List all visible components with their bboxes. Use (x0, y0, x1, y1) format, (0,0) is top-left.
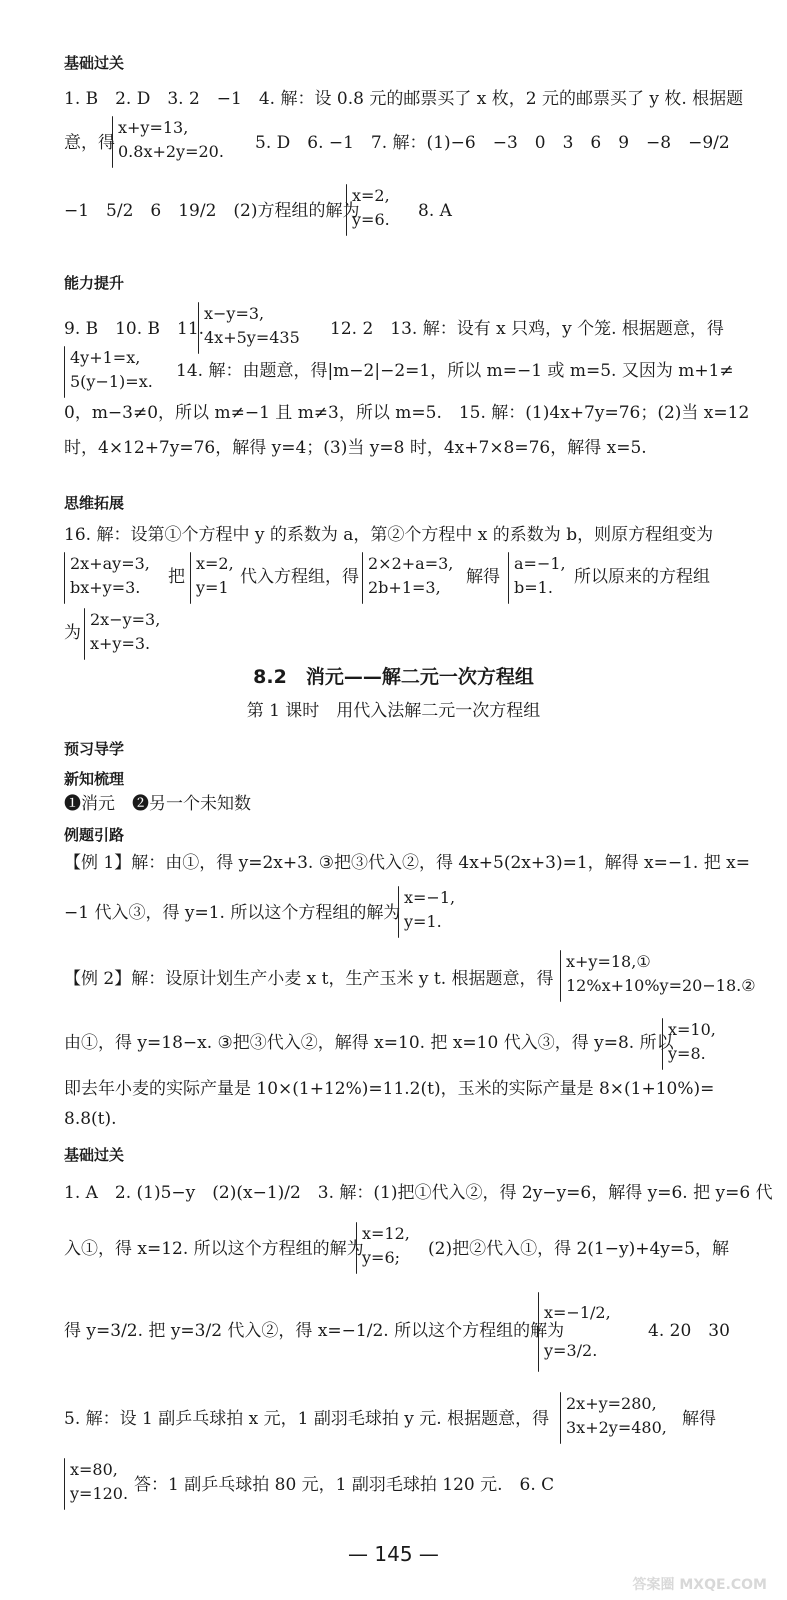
equation-system: 2x−y=3, x+y=3. (90, 610, 161, 653)
equation-system: x+y=13, 0.8x+2y=20. (118, 118, 224, 161)
answer-line: 意，得 (64, 133, 115, 153)
answer-line: 1. B 2. D 3. 2 −1 4. 解：设 0.8 元的邮票买了 x 枚，2 元的邮票买了 y 枚. 根据题 (64, 89, 744, 109)
answer-line: (2)把②代入①，得 2(1−y)+4y=5，解 (428, 1239, 729, 1259)
equation-system: 2x+ay=3, bx+y=3. (70, 554, 150, 597)
section-heading-basic-2: 基础过关 (64, 1146, 125, 1164)
brace (112, 116, 113, 168)
page-number: — 145 — (348, 1542, 439, 1566)
answer-line: 入①，得 x=12. 所以这个方程组的解为 (64, 1239, 364, 1259)
brace (560, 1392, 561, 1444)
answer-line: −1 5/2 6 19/2 (2)方程组的解为 (64, 201, 360, 221)
equation-system: x=80, y=120. (70, 1460, 129, 1503)
section-heading-ability: 能力提升 (64, 274, 125, 292)
answer-line: ❶消元 ❷另一个未知数 (64, 794, 251, 814)
brace (198, 302, 199, 354)
brace (362, 552, 363, 604)
brace (190, 552, 191, 604)
equation-system: 4y+1=x, 5(y−1)=x. (70, 348, 153, 391)
answer-line: 0，m−3≠0，所以 m≠−1 且 m≠3，所以 m=5. 15. 解：(1)4x+7y=76；(2)当 x=12 (64, 403, 750, 423)
equation-system: x=12, y=6; (362, 1224, 410, 1267)
answer-line: 12. 2 13. 解：设有 x 只鸡，y 个笼. 根据题意，得 (330, 319, 724, 339)
section-heading-new-knowledge: 新知梳理 (64, 770, 125, 788)
equation-system: x=10, y=8. (668, 1020, 716, 1063)
answer-line: 得 y=3/2. 把 y=3/2 代入②，得 x=−1/2. 所以这个方程组的解为 (64, 1321, 565, 1341)
answer-line: 1. A 2. (1)5−y (2)(x−1)/2 3. 解：(1)把①代入②，得 2y−y=6，解得 y=6. 把 y=6 代 (64, 1183, 773, 1203)
section-heading-basic: 基础过关 (64, 54, 125, 72)
answer-line: 5. 解：设 1 副乒乓球拍 x 元，1 副羽毛球拍 y 元. 根据题意，得 (64, 1409, 550, 1429)
brace (356, 1222, 357, 1274)
section-heading-preview: 预习导学 (64, 740, 125, 758)
brace (662, 1018, 663, 1070)
answer-line: 4. 20 30 (648, 1321, 730, 1341)
answer-line: 5. D 6. −1 7. 解：(1)−6 −3 0 3 6 9 −8 −9/2 (255, 133, 730, 153)
answer-line: 为 (64, 623, 81, 643)
equation-system: x+y=18,① 12%x+10%y=20−18.② (566, 952, 756, 995)
equation-system: 2x+y=280, 3x+2y=480, (566, 1394, 667, 1437)
equation-system: x=2, y=1 (196, 554, 234, 597)
answer-line: 解得 (466, 567, 500, 587)
watermark: 答案圈 MXQE.COM (632, 1577, 767, 1593)
equation-system: x=−1/2, y=3/2. (544, 1303, 611, 1360)
answer-line: 9. B 10. B 11. (64, 319, 205, 339)
brace (64, 552, 65, 604)
brace (398, 886, 399, 938)
lesson-subtitle: 第 1 课时 用代入法解二元一次方程组 (246, 701, 541, 721)
answer-line: 答：1 副乒乓球拍 80 元，1 副羽毛球拍 120 元. 6. C (134, 1475, 555, 1495)
answer-line: 8.8(t). (64, 1109, 117, 1129)
answer-line: 【例 1】解：由①，得 y=2x+3. ③把③代入②，得 4x+5(2x+3)=1，解得 x=−1. 把 x= (64, 853, 750, 873)
answer-line: 8. A (418, 201, 452, 221)
equation-system: a=−1, b=1. (514, 554, 566, 597)
section-heading-thinking: 思维拓展 (64, 494, 125, 512)
answer-line: 把 (168, 567, 185, 587)
brace (346, 184, 347, 236)
answer-line: 由①，得 y=18−x. ③把③代入②，解得 x=10. 把 x=10 代入③，得 y=8. 所以 (64, 1033, 674, 1053)
brace (560, 950, 561, 1002)
answer-line: 16. 解：设第①个方程中 y 的系数为 a，第②个方程中 x 的系数为 b，则原方程组变为 (64, 525, 714, 545)
brace (84, 608, 85, 660)
section-title: 8.2 消元——解二元一次方程组 (253, 666, 534, 688)
brace (64, 346, 65, 398)
equation-system: x=2, y=6. (352, 186, 390, 229)
answer-line: 即去年小麦的实际产量是 10×(1+12%)=11.2(t)，玉米的实际产量是 8×(1+10%)= (64, 1079, 715, 1099)
equation-system: x=−1, y=1. (404, 888, 456, 931)
section-heading-examples: 例题引路 (64, 826, 125, 844)
equation-system: 2×2+a=3, 2b+1=3, (368, 554, 454, 597)
answer-line: 所以原来的方程组 (574, 567, 710, 587)
brace (508, 552, 509, 604)
brace (538, 1292, 539, 1372)
brace (64, 1458, 65, 1510)
answer-line: 时，4×12+7y=76，解得 y=4；(3)当 y=8 时，4x+7×8=76，解得 x=5. (64, 438, 647, 458)
answer-line: 解得 (682, 1409, 716, 1429)
answer-line: 14. 解：由题意，得|m−2|−2=1，所以 m=−1 或 m=5. 又因为 m+1≠ (176, 361, 734, 381)
equation-system: x−y=3, 4x+5y=435 (204, 304, 300, 347)
answer-line: 代入方程组，得 (240, 567, 359, 587)
answer-line: −1 代入③，得 y=1. 所以这个方程组的解为 (64, 903, 401, 923)
answer-line: 【例 2】解：设原计划生产小麦 x t，生产玉米 y t. 根据题意，得 (64, 969, 554, 989)
